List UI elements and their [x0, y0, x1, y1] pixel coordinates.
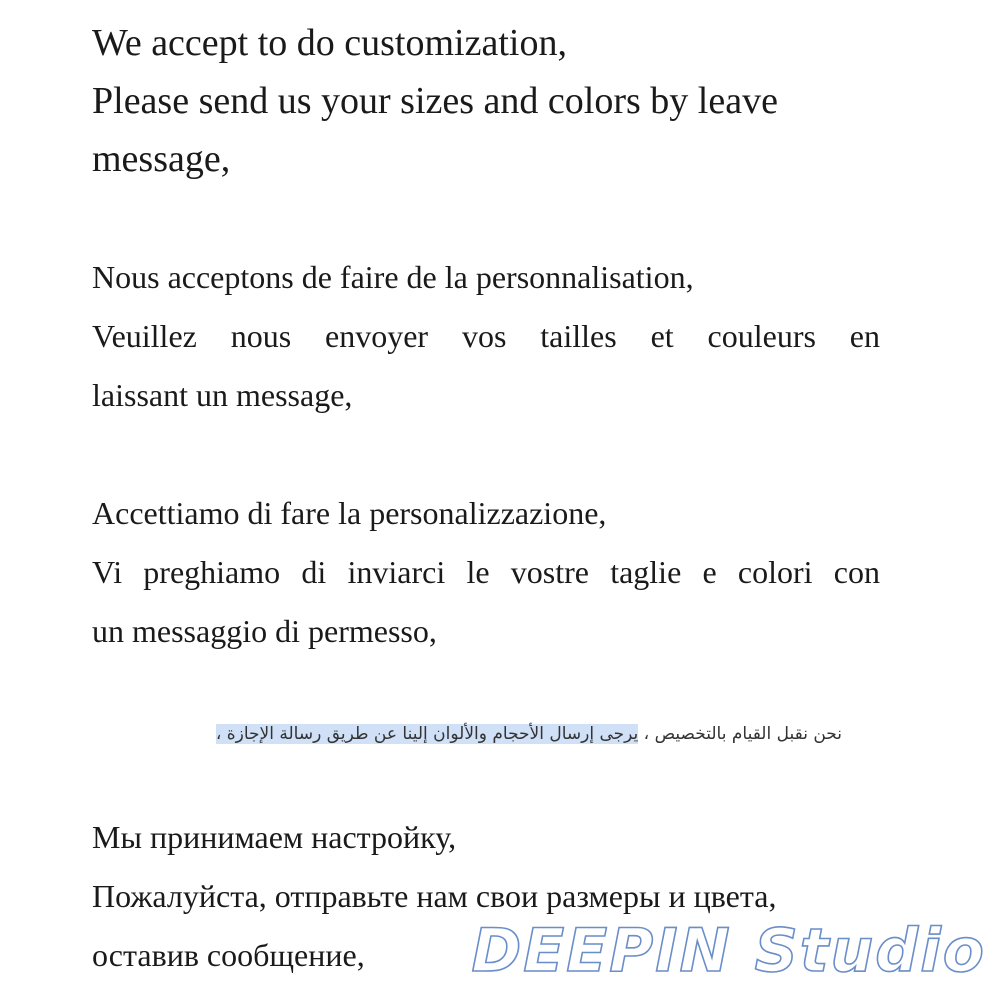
russian-line-3: оставив сообщение,: [92, 937, 365, 973]
russian-line-1: Мы принимаем настройку,: [92, 819, 457, 855]
english-line-2: Please send us your sizes and colors by leave: [92, 80, 778, 122]
french-paragraph: [92, 248, 880, 425]
french-line-1: Nous acceptons de faire de la personnalisation,: [92, 259, 694, 295]
english-line-3: message,: [92, 138, 231, 180]
english-line-1: We accept to do customization,: [92, 22, 567, 64]
italian-line-2: Vi preghiamo di inviarci le vostre taglie e colori con: [92, 554, 880, 590]
italian-line-3: un messaggio di permesso,: [92, 613, 437, 649]
english-paragraph: [92, 14, 880, 188]
italian-line-1: Accettiamo di fare la personalizzazione,: [92, 495, 607, 531]
french-line-2: Veuillez nous envoyer vos tailles et couleurs en: [92, 318, 880, 354]
arabic-text-plain: نحن نقبل القيام بالتخصيص ،: [638, 724, 842, 744]
russian-line-2: Пожалуйста, отправьте нам свои размеры и цвета,: [92, 878, 777, 914]
french-line-3: laissant un message,: [92, 377, 353, 413]
studio-watermark: DEEPIN Studio: [471, 916, 986, 986]
italian-paragraph: [92, 484, 880, 661]
arabic-text-highlighted: يرجى إرسال الأحجام والألوان إلينا عن طريق رسالة الإجازة ،: [215, 724, 639, 744]
arabic-paragraph: [92, 719, 842, 749]
